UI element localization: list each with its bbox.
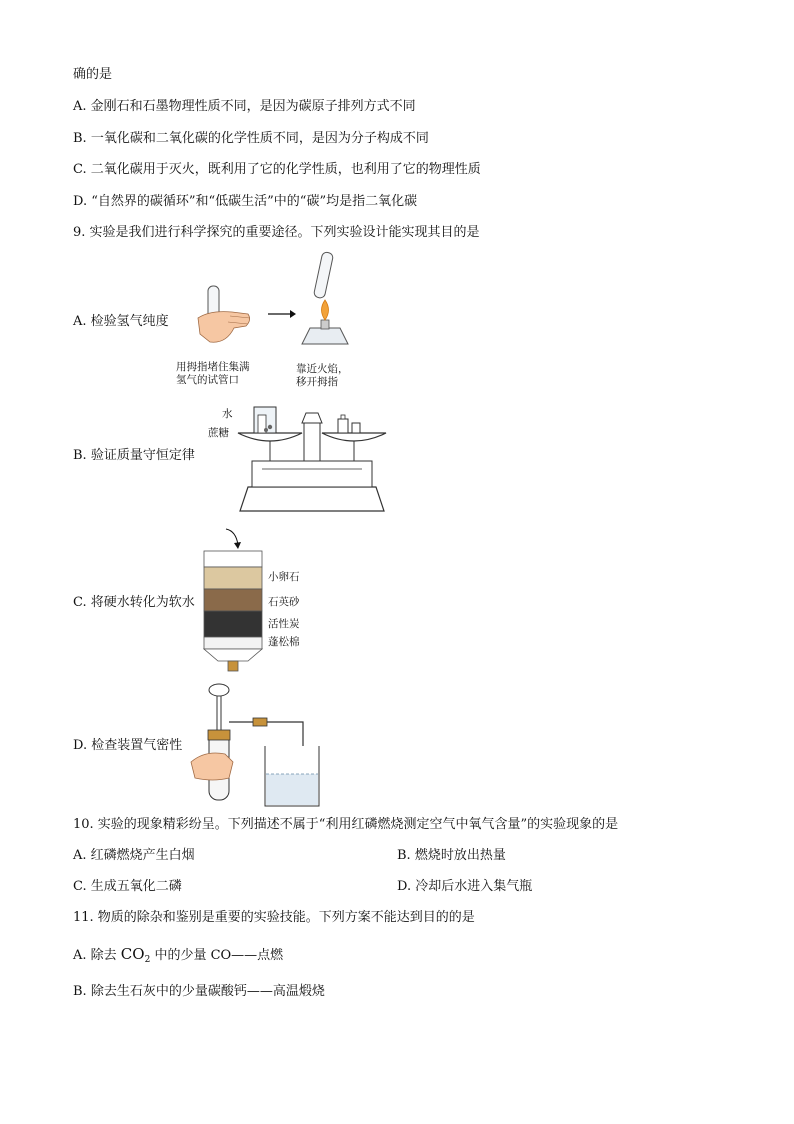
q9-option-b: B. 验证质量守恒定律 [73,448,195,463]
caption-flame-1: 靠近火焰， [296,363,349,375]
q10-option-a: A. 红磷燃烧产生白烟 [73,848,195,863]
caption-flame-2: 移开拇指 [296,376,338,388]
q9-option-a: A. 检验氢气纯度 [73,314,169,329]
q11-option-a-prefix: A. 除去 [73,948,121,963]
q10-option-d: D. 冷却后水进入集气瓶 [397,879,533,894]
q9-option-c: C. 将硬水转化为软水 [73,595,195,610]
q9-option-d: D. 检查装置气密性 [73,738,183,753]
q8-option-c: C. 二氧化碳用于灭火，既利用了它的化学性质，也利用了它的物理性质 [73,162,481,177]
q8-option-a: A. 金刚石和石墨物理性质不同，是因为碳原子排列方式不同 [73,99,416,114]
q10-option-c: C. 生成五氧化二磷 [73,879,182,894]
q8-option-b: B. 一氧化碳和二氧化碳的化学性质不同，是因为分子构成不同 [73,131,429,146]
caption-sugar: 蔗糖 [208,427,229,439]
q11-option-a [73,945,283,969]
q11-option-a-subscript: 2 [144,955,151,965]
test-tube-thumb-figure [190,248,370,356]
q11-stem: 11. 物质的除杂和鉴别是重要的实验技能。下列方案不能达到目的的是 [73,910,475,925]
caption-thumb-2: 氢气的试管口 [176,374,239,386]
caption-quartz-sand: 石英砂 [268,596,300,608]
q8-option-d: D. “自然界的碳循环”和“低碳生活”中的“碳”均是指二氧化碳 [73,194,418,209]
caption-pebbles: 小卵石 [268,571,300,583]
water-filter-figure [200,525,270,675]
caption-cotton: 蓬松棉 [268,636,300,648]
caption-activated-carbon: 活性炭 [268,618,300,630]
q9-stem: 9. 实验是我们进行科学探究的重要途径。下列实验设计能实现其目的是 [73,225,480,240]
balance-figure [232,403,392,515]
q8-stem-tail: 确的是 [73,67,113,82]
q11-option-a-formula: CO [120,945,145,963]
q11-option-a-suffix: 中的少量 CO——点燃 [150,948,284,963]
q11-option-b: B. 除去生石灰中的少量碳酸钙——高温煅烧 [73,984,325,999]
airtightness-figure [185,682,325,808]
q10-option-b: B. 燃烧时放出热量 [397,848,506,863]
q10-stem: 10. 实验的现象精彩纷呈。下列描述不属于“利用红磷燃烧测定空气中氧气含量”的实验现象的是 [73,817,619,832]
caption-water: 水 [222,408,233,420]
caption-thumb-1: 用拇指堵住集满 [176,361,250,373]
